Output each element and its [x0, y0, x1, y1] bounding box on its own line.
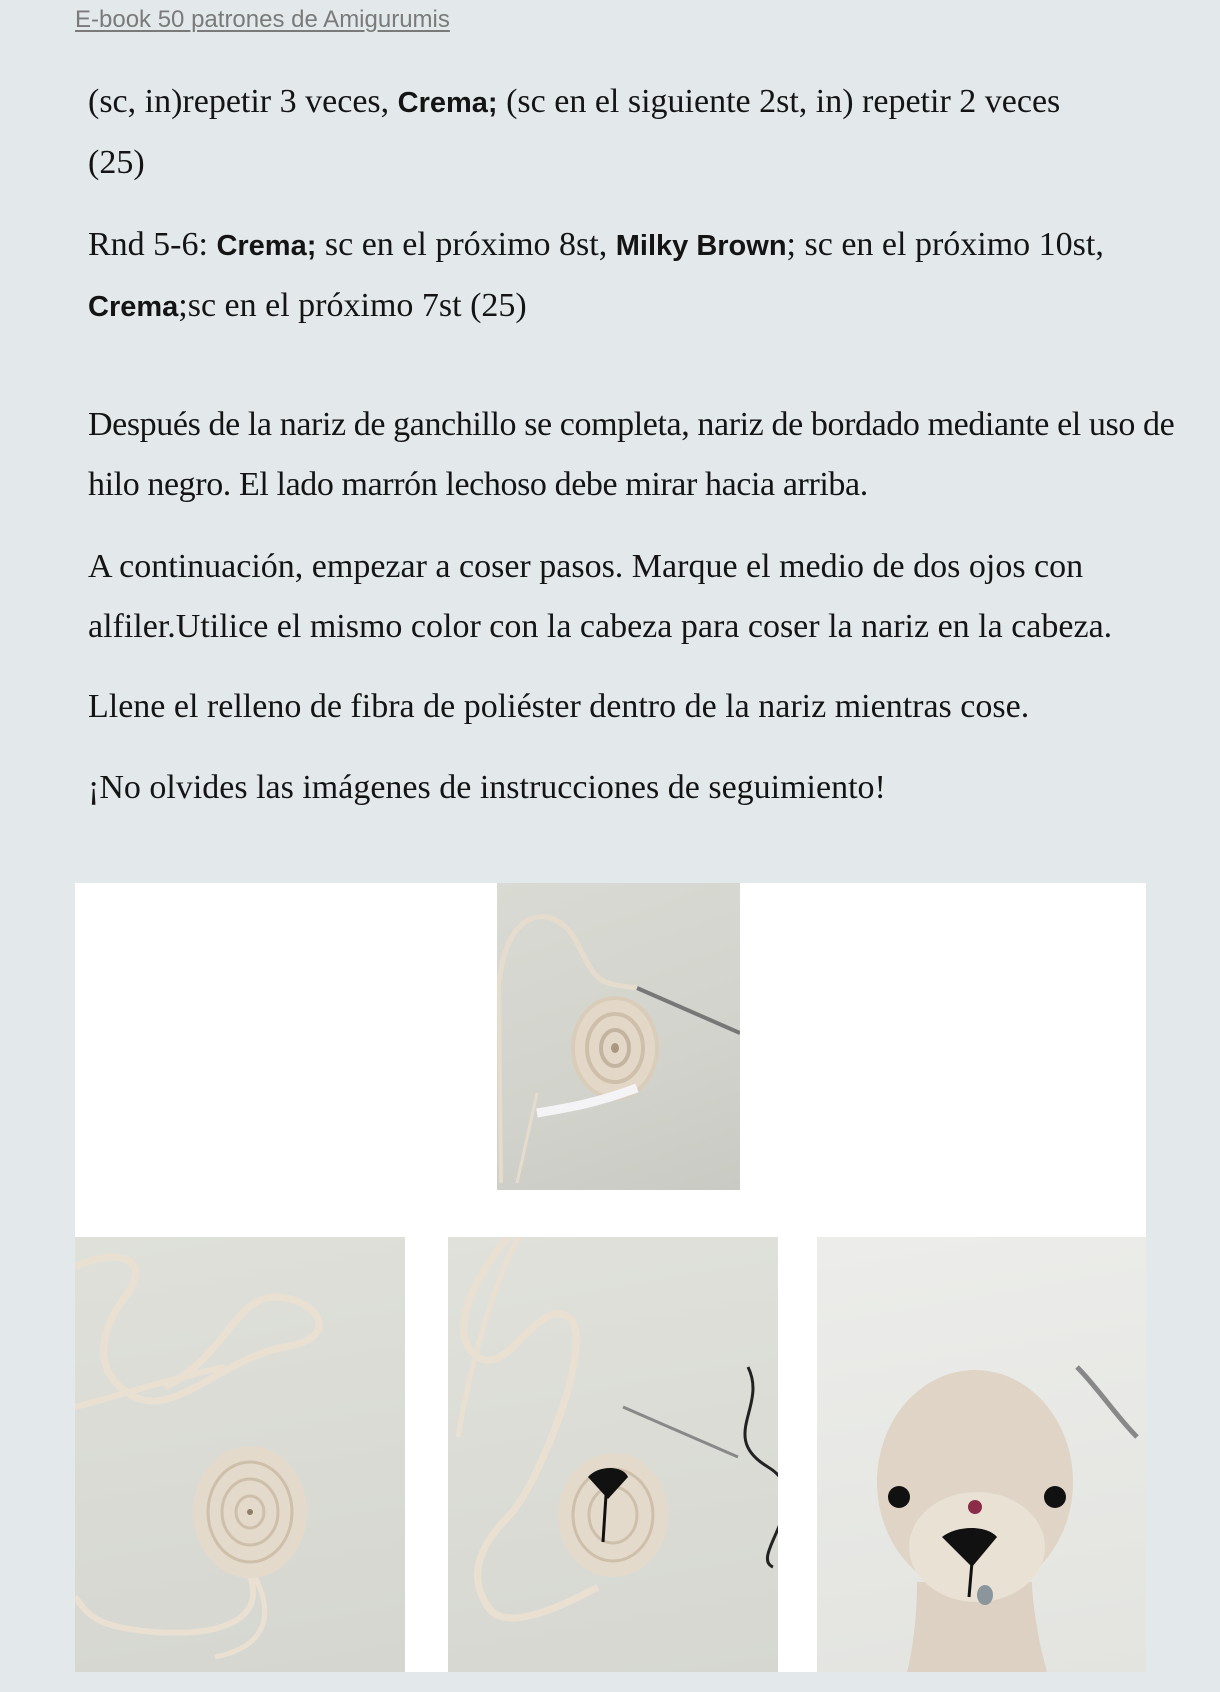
text: (sc en el siguiente 2st, in) repetir 2 veces — [497, 83, 1061, 120]
color-label: Crema; — [397, 87, 498, 119]
crochet-circle-illustration — [497, 883, 740, 1190]
ebook-title-link[interactable]: E-book 50 patrones de Amigurumis — [75, 6, 450, 33]
text: Rnd 5-6: — [88, 226, 217, 263]
color-label: Milky Brown — [615, 230, 787, 262]
color-label: Crema — [88, 291, 179, 323]
paragraph-reminder: ¡No olvides las imágenes de instrucciones de seguimiento! — [88, 769, 886, 806]
color-label: Crema; — [216, 230, 317, 262]
nose-pinned-to-head-photo — [817, 1237, 1146, 1672]
embroidered-nose-illustration — [448, 1237, 778, 1672]
nose-embroidered-black-thread-photo — [448, 1237, 778, 1672]
paragraph-stuffing: Llene el relleno de fibra de poliéster dentro de la nariz mientras cose. — [88, 688, 1030, 725]
paragraph-embroider-nose: Después de la nariz de ganchillo se completa, nariz de bordado mediante el uso de hilo negro. El lado marrón lechoso debe mirar hacia arriba. — [88, 406, 1175, 503]
crocheted-nose-piece-photo — [75, 1237, 405, 1672]
text: ; sc en el próximo 10st, — [786, 226, 1104, 263]
instruction-images-panel — [75, 883, 1146, 1672]
text: ;sc en el próximo 7st (25) — [178, 287, 527, 324]
crochet-circle-with-hook-photo — [497, 883, 740, 1190]
amigurumi-head-illustration — [817, 1237, 1146, 1672]
text: (sc, in)repetir 3 veces, — [88, 83, 398, 120]
stitch-count: (25) — [88, 144, 145, 181]
text: sc en el próximo 8st, — [316, 226, 616, 263]
paragraph-sew-steps: A continuación, empezar a coser pasos. Marque el medio de dos ojos con alfiler.Utilice el mismo color con la cabeza para coser la nariz en la cabeza. — [88, 548, 1113, 645]
nose-piece-illustration — [75, 1237, 405, 1672]
paragraph-round-4 — [88, 72, 1208, 193]
paragraph-round-5-6 — [88, 215, 1208, 337]
